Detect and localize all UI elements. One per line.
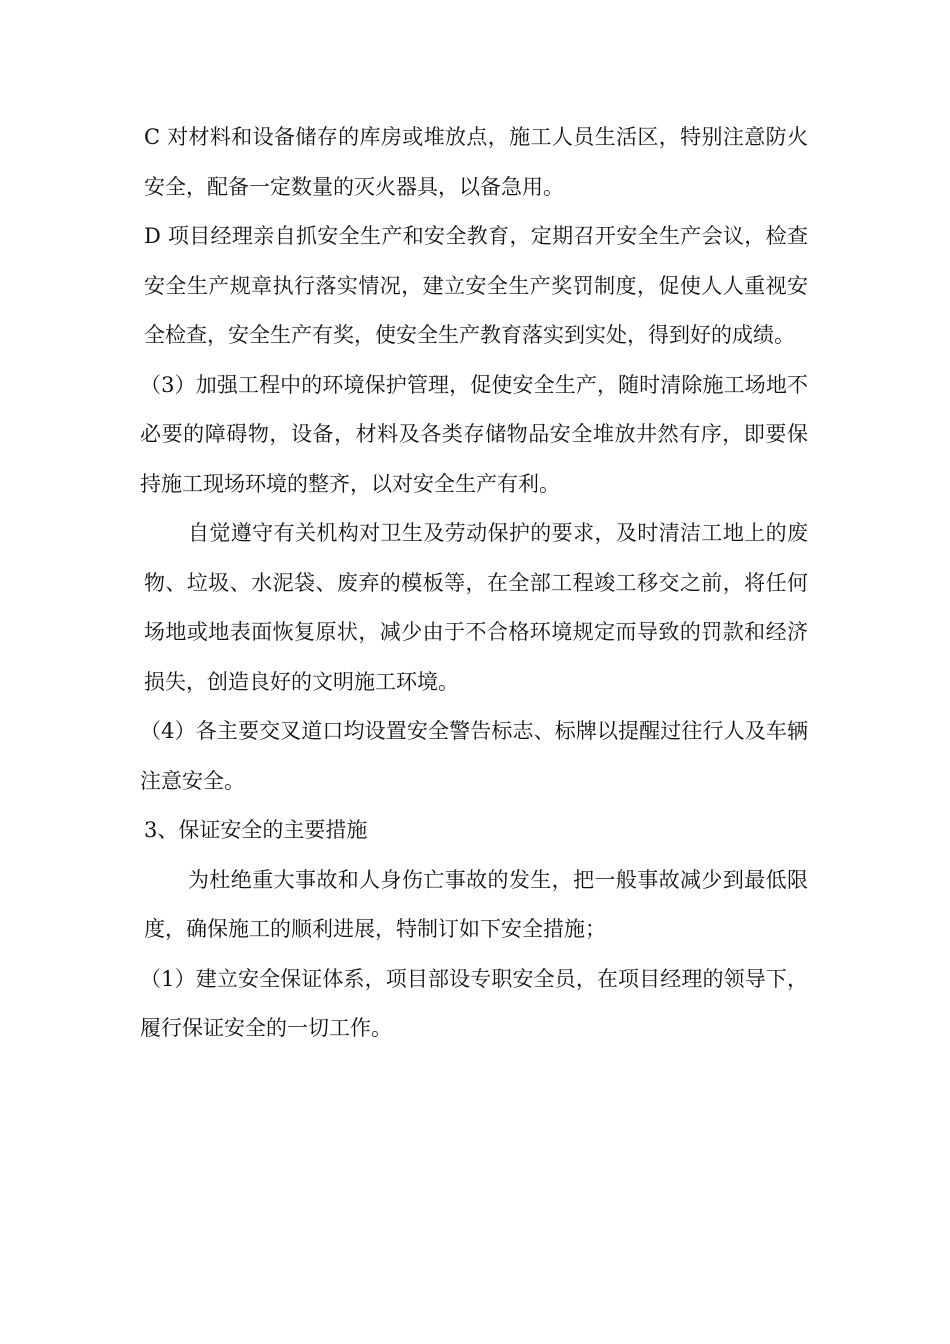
paragraph-item-4: （4）各主要交叉道口均设置安全警告标志、标牌以提醒过往行人及车辆注意安全。: [140, 719, 808, 793]
paragraph-d: D 项目经理亲自抓安全生产和安全教育，定期召开安全生产会议，检查安全生产规章执行落实情况，建立安全生产奖罚制度，促使人人重视安全检查，安全生产有奖，使安全生产教育落实到实处，得到好的成绩。: [144, 224, 808, 347]
paragraph-hygiene: 自觉遵守有关机构对卫生及劳动保护的要求，及时清洁工地上的废物、垃圾、水泥袋、废弃的模板等，在全部工程竣工移交之前，将任何场地或地表面恢复原状，减少由于不合格环境规定而导致的罚款和经济损失，创造良好的文明施工环境。: [144, 521, 808, 694]
paragraph-c: C 对材料和设备储存的库房或堆放点，施工人员生活区，特别注意防火安全，配备一定数量的灭火器具，以备急用。: [144, 125, 808, 199]
paragraph-item-1: （1）建立安全保证体系，项目部设专职安全员，在项目经理的领导下，履行保证安全的一切工作。: [140, 966, 808, 1040]
paragraph-item-3: （3）加强工程中的环境保护管理，促使安全生产，随时清除施工场地不必要的障碍物，设备，材料及各类存储物品安全堆放井然有序，即要保持施工现场环境的整齐，以对安全生产有利。: [140, 372, 808, 496]
section-heading: 3、保证安全的主要措施: [144, 818, 368, 842]
document-body: [140, 113, 808, 1054]
paragraph-prevention: 为杜绝重大事故和人身伤亡事故的发生，把一般事故减少到最低限度，确保施工的顺利进展，特制订如下安全措施；: [144, 867, 808, 941]
